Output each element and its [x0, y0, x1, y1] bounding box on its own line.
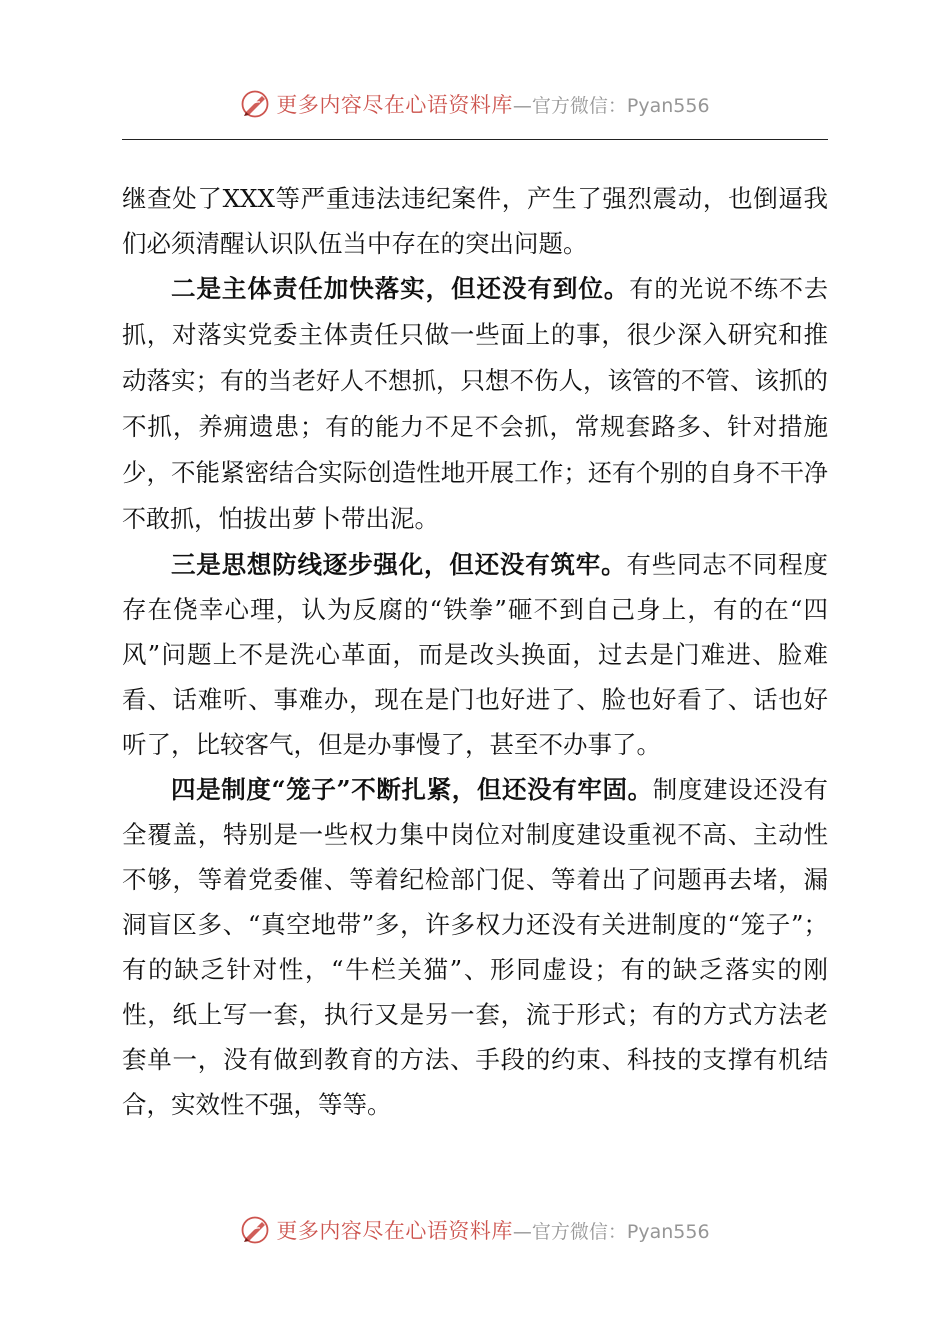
emphasis-text: 还有个别的自身不干净不敢抓 [122, 459, 829, 533]
header-watermark-text: 更多内容尽在心语资料库 [276, 93, 513, 117]
paragraph-text: 制度建设还没有全覆盖，特别是一些权力集中岗位对制度建设重视不高、主动性不够，等着党委催、等着纪检部门促、等着出了问题再去堵，漏洞盲区多、“真空地带”多，许多权力还没有关进制度的“笼子”；有的缺乏针对性，“牛栏关猫”、形同虚设；有的缺乏落实的刚性，纸上写一套，执行又是另一套，流于形式；有的方式方法老套单一，没有做到教育的方法、手段的约束、科技的支撑有机结合，实效性不强，等等。 [122, 775, 828, 1119]
document-body [122, 176, 828, 1127]
paragraph-subject-responsibility [122, 266, 828, 542]
paragraph-lead: 三是思想防线逐步强化，但还没有筑牢。 [171, 550, 627, 579]
emphasis-text: 有的当老好人不想抓 [220, 367, 436, 395]
paragraph-text: 有些同志不同程度存在侥幸心理，认为反腐的“铁拳”砸不到自己身上，有的在“四风”问题上不是洗心革面，而是改头换面，过去是门难进、脸难看、话难听、事难办，现在是门也好进了、脸也好看了、话也好听了，比较客气，但是办事慢了，甚至不办事了。 [122, 550, 829, 759]
footer-watermark [0, 1208, 950, 1252]
paragraph-lead: 四是制度“笼子”不断扎紧，但还没有牢固。 [171, 775, 653, 804]
paragraph-ideological-defense [122, 542, 828, 767]
footer-watermark-text: 更多内容尽在心语资料库 [276, 1219, 513, 1243]
paragraph-system-cage [122, 767, 828, 1127]
paragraph-text: ，常规套路多、针对措施少，不能紧密结合实际创造性地开展工作； [122, 412, 829, 487]
header-divider [122, 139, 828, 140]
emphasis-text: 有的能力不足不会抓 [324, 413, 550, 441]
pen-logo-icon [240, 1215, 270, 1245]
paragraph-text: ，怕拔出萝卜带出泥。 [194, 504, 439, 533]
header-watermark [0, 82, 950, 126]
pen-logo-icon [240, 89, 270, 119]
paragraph-continued [122, 176, 828, 266]
paragraph-lead: 二是主体责任加快落实，但还没有到位。 [171, 274, 630, 303]
footer-watermark-subtext: —官方微信：Pyan556 [512, 1220, 710, 1243]
paragraph-text: 继查处了XXX等严重违法违纪案件，产生了强烈震动，也倒逼我们必须清醒认识队伍当中存在的突出问题。 [122, 184, 828, 258]
header-watermark-subtext: —官方微信：Pyan556 [512, 94, 710, 117]
paragraph-text: ，对落实党委主体责任只做一些面上的事，很少深入研究和推动落实； [122, 320, 829, 395]
paragraph-text: ，只想不伤人，该管的不管、该抓的不抓，养痈遗患； [122, 366, 828, 441]
emphasis-text: 有的光说不练不去抓 [122, 275, 829, 349]
